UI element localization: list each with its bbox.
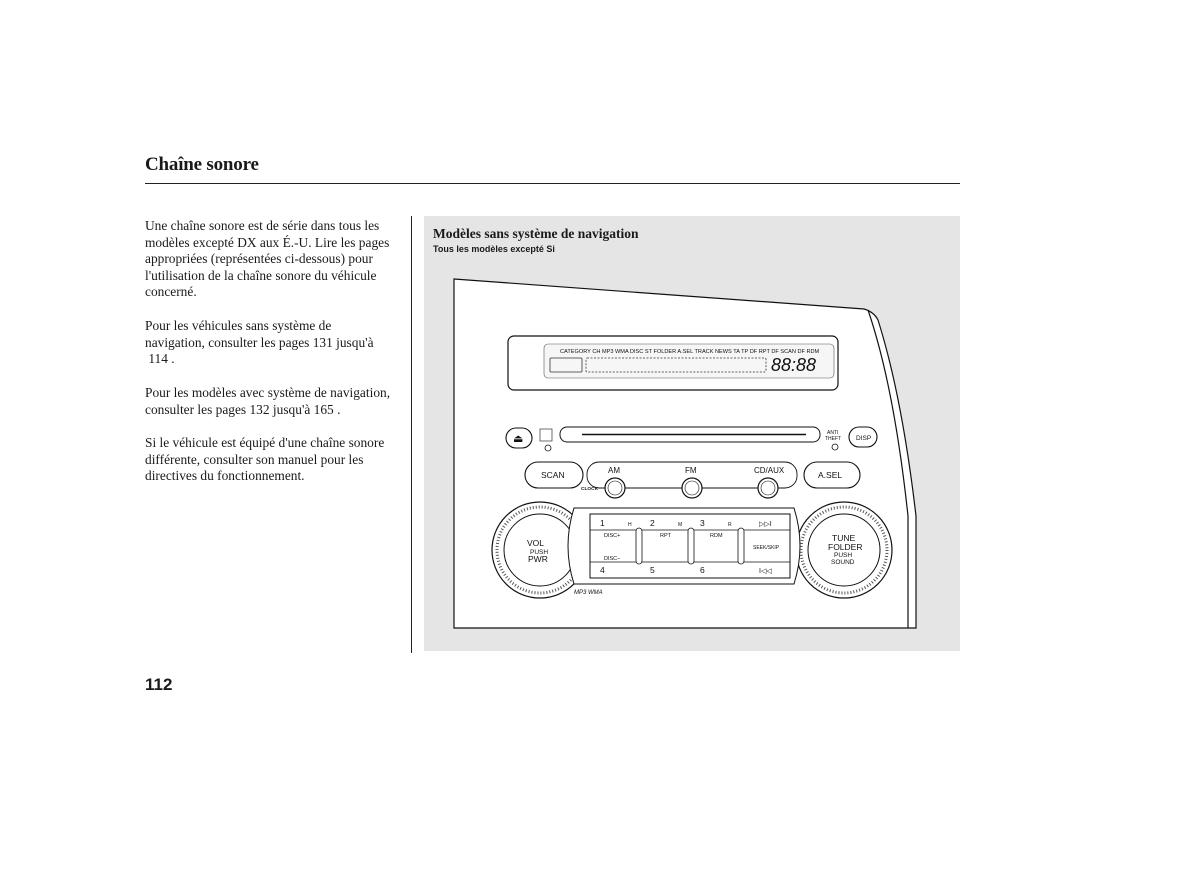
anti-theft-label: THEFT	[825, 436, 842, 442]
preset-5-label: 5	[650, 565, 655, 575]
text-line: consulter les pages 132 jusqu'à 165 .	[145, 401, 341, 417]
column-divider	[411, 216, 412, 653]
skip-forward-icon[interactable]: ▷▷I	[759, 521, 772, 528]
clock-label: CLOCK	[581, 487, 599, 492]
tune-label: TUNE	[832, 533, 856, 543]
rpt-label: RPT	[660, 533, 671, 539]
preset-button-6[interactable]	[700, 565, 705, 575]
fm-label: FM	[685, 466, 697, 475]
text-line: navigation, consulter les pages 131 jusqu'à	[145, 334, 374, 350]
text-line: directives du fonctionnement.	[145, 468, 305, 484]
radio-illustration	[424, 216, 960, 651]
page-title: Chaîne sonore	[145, 154, 259, 175]
preset-6-label: 6	[700, 565, 705, 575]
text-line: 114 .	[145, 351, 175, 367]
am-label: AM	[608, 466, 620, 475]
rdm-label: RDM	[710, 533, 723, 539]
other-system-paragraph	[145, 435, 407, 485]
preset-2-label: 2	[650, 518, 655, 528]
preset-4-label: 4	[600, 565, 605, 575]
no-nav-paragraph	[145, 318, 407, 368]
preset-3-sub: R	[728, 522, 732, 528]
nav-paragraph	[145, 385, 407, 418]
disc-minus-label: DISC−	[604, 556, 621, 562]
vol-label: VOL	[527, 538, 545, 548]
text-line: l'utilisation de la chaîne sonore du véhicule	[145, 267, 377, 283]
preset-3-label: 3	[700, 518, 705, 528]
eject-icon: ⏏	[513, 433, 524, 445]
disc-plus-label: DISC+	[604, 533, 621, 539]
anti-theft-label: ANTI	[827, 430, 839, 436]
text-line: concerné.	[145, 284, 197, 300]
title-rule	[145, 183, 960, 184]
display-indicators: CATEGORY CH MP3 WMA DISC ST FOLDER A.SEL TRACK NEWS TA TP DF RPT DF SCAN DF RDM	[560, 349, 820, 355]
disp-label: DISP	[856, 435, 872, 442]
sound-label: SOUND	[831, 559, 855, 566]
panel-subtitle: Tous les modèles excepté Si	[433, 244, 555, 254]
cd-aux-label: CD/AUX	[754, 466, 785, 475]
text-line: différente, consulter son manuel pour les	[145, 451, 364, 467]
display-digits: 88:88	[771, 355, 817, 375]
seek-skip-label: SEEK/SKIP	[753, 545, 780, 551]
text-line: modèles excepté DX aux É.-U. Lire les pages	[145, 234, 390, 250]
preset-1-label: 1	[600, 518, 605, 528]
pwr-label: PWR	[528, 554, 548, 564]
mp3-wma-logo: MP3 WMA	[574, 590, 603, 596]
text-line: Une chaîne sonore est de série dans tous les	[145, 218, 380, 233]
preset-button-4[interactable]	[600, 565, 605, 575]
preset-1-sub: H	[628, 522, 632, 528]
push-label: PUSH	[834, 552, 853, 559]
text-line: appropriées (représentées ci-dessous) pour	[145, 251, 373, 267]
folder-label: FOLDER	[828, 542, 863, 552]
scan-label: SCAN	[541, 470, 565, 480]
preset-2-sub: M	[678, 522, 683, 528]
preset-button-5[interactable]	[650, 565, 655, 575]
text-line: Pour les véhicules sans système de	[145, 318, 332, 333]
page-number: 112	[145, 675, 173, 694]
intro-paragraph	[145, 218, 407, 301]
skip-back-icon[interactable]: I◁◁	[759, 568, 772, 575]
panel-title: Modèles sans système de navigation	[433, 226, 639, 241]
text-line: Pour les modèles avec système de navigation,	[145, 385, 391, 400]
text-line: Si le véhicule est équipé d'une chaîne sonore	[145, 435, 385, 450]
asel-label: A.SEL	[818, 470, 843, 480]
push-label: PUSH	[530, 549, 549, 556]
